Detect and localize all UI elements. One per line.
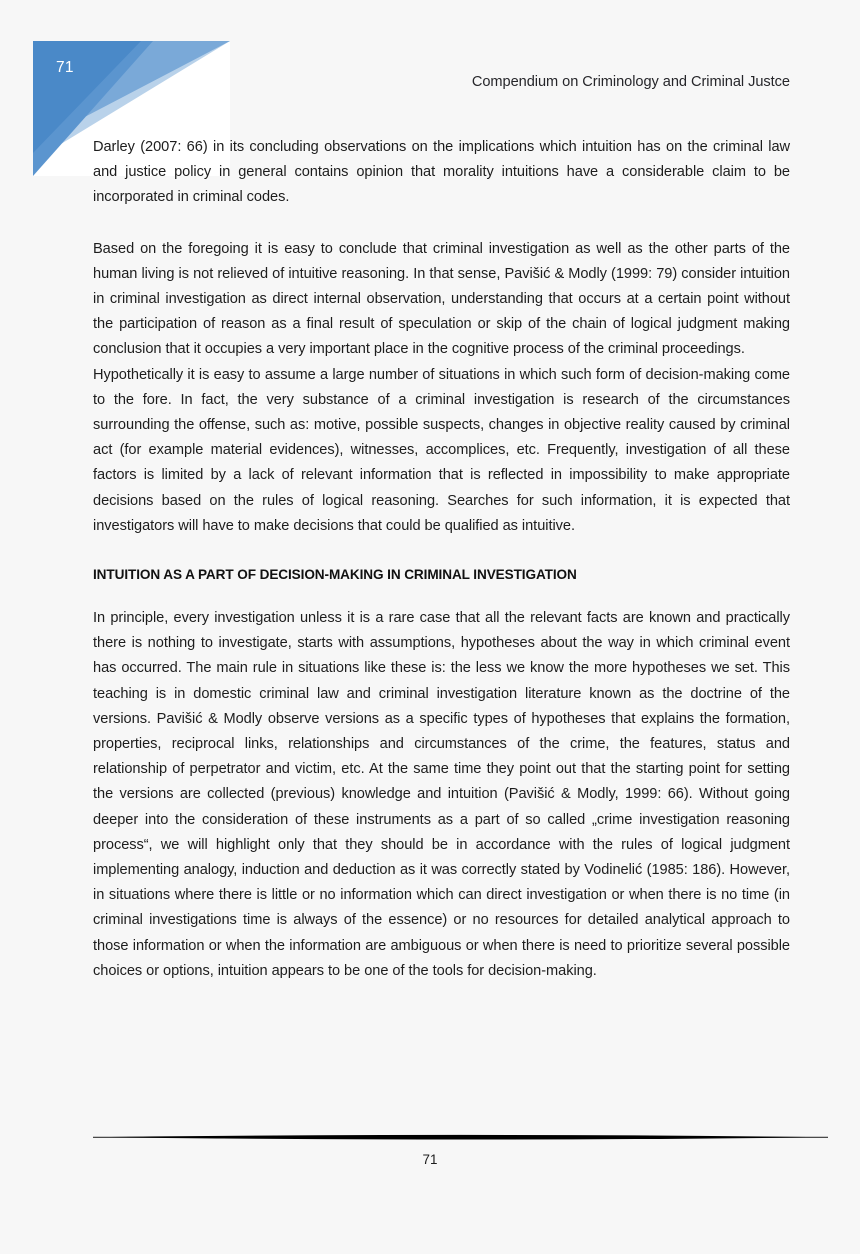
corner-page-number: 71	[56, 59, 74, 76]
section-heading: INTUITION AS A PART OF DECISION-MAKING IN CRIMINAL INVESTIGATION	[93, 567, 577, 583]
paragraph-in-principle: In principle, every investigation unless it is a rare case that all the relevant facts are known and practically there is nothing to investigate, starts with assumptions, hypotheses about the way in which criminal event has occurred. The main rule in situations like these is: the less we know the more hypotheses we set. This teaching is in domestic criminal law and criminal investigation literature known as the doctrine of the versions. Pavišić & Modly observe versions as a specific types of hypotheses that explains the formation, properties, reciprocal links, relationships and circumstances of the crime, the features, status and relationship of perpetrator and victim, etc. At the same time they point out that the starting point for setting the versions are collected (previous) knowledge and intuition (Pavišić & Modly, 1999: 66). Without going deeper into the consideration of these instruments as a part of so called „crime investigation reasoning process“, we will highlight only that they should be in accordance with the rules of logical judgment implementing analogy, induction and deduction as it was correctly stated by Vodinelić (1985: 186). However, in situations where there is little or no information which can direct investigation or when there is no time (in criminal investigations time is always of the essence) or no resources for detailed analytical approach to those information or when the information are ambiguous or when there is need to prioritize several possible choices or options, intuition appears to be one of the tools for decision-making.	[93, 610, 790, 979]
paragraph-hypothetically: Hypothetically it is easy to assume a large number of situations in which such form of decision-making come to the fore. In fact, the very substance of a criminal investigation is research of the circumstances surrounding the offense, such as: motive, possible suspects, changes in objective reality caused by criminal act (for example material evidences), witnesses, accomplices, etc. Frequently, investigation of all these factors is limited by a lack of relevant information that is reflected in impossibility to make appropriate decisions based on the rules of logical reasoning. Searches for such information, it is expected that investigators will have to make decisions that could be qualified as intuitive.	[93, 366, 790, 534]
running-header: Compendium on Criminology and Criminal Justce	[471, 74, 790, 90]
footer-page-number: 71	[422, 1152, 438, 1167]
heading-spacer-top	[93, 539, 790, 567]
body-text-column	[93, 135, 790, 984]
heading-spacer-bottom	[93, 582, 790, 606]
paragraph-based-on-foregoing: Based on the foregoing it is easy to conclude that criminal investigation as well as the other parts of the human living is not relieved of intuitive reasoning. In that sense, Pavišić & Modly (1999: 79) consider intuition in criminal investigation as direct internal observation, understanding that occurs at a certain point without the participation of reason as a final result of speculation or skip of the chain of logical judgment making conclusion that it occupies a very important place in the cognitive process of the criminal proceedings.	[93, 240, 790, 358]
paragraph-spacer	[93, 211, 790, 237]
paragraph-darley-intro: Darley (2007: 66) in its concluding observations on the implications which intuition has on the criminal law and justice policy in general contains opinion that morality intuitions have a considerable claim to be incorporated in criminal codes.	[93, 139, 790, 206]
spindle-divider-rule	[93, 1131, 828, 1143]
